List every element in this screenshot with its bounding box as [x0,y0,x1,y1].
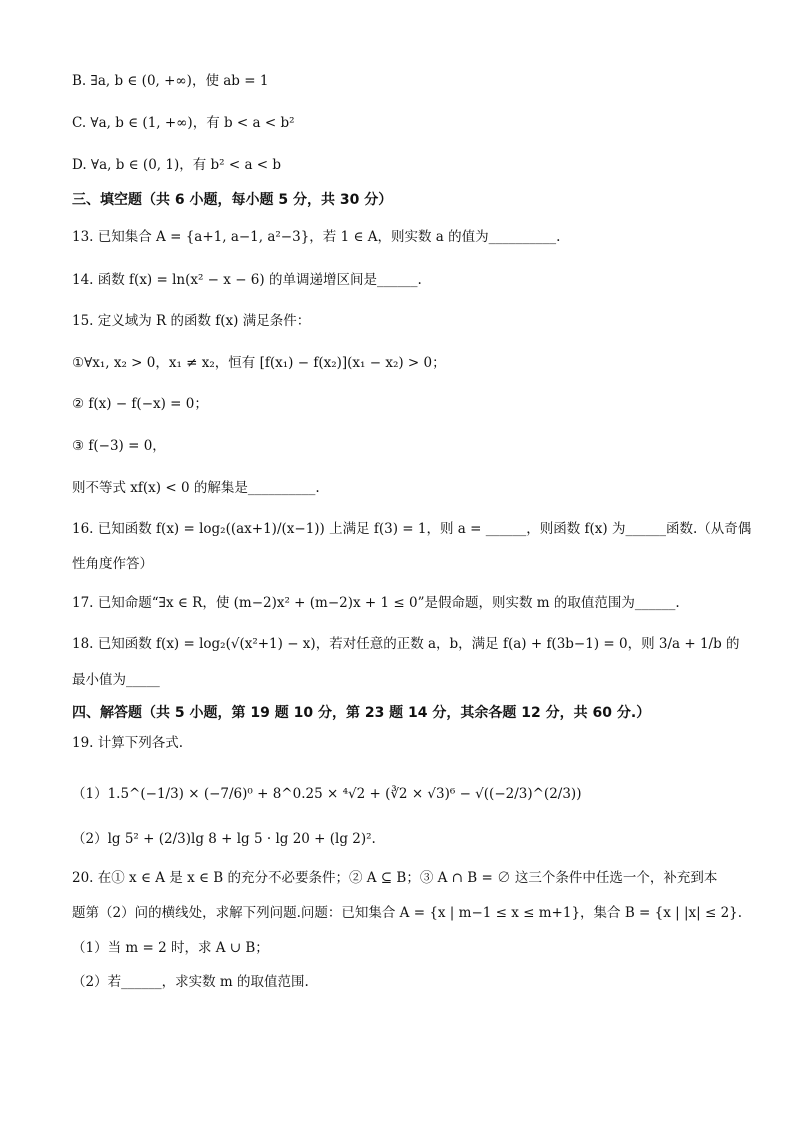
question-18: 18. 已知函数 f(x) = log₂(√(x²+1) − x)，若对任意的正数 a，b，满足 f(a) + f(3b−1) = 0，则 3/a + 1/b 的 [72,636,740,652]
question-17: 17. 已知命题“∃x ∈ R，使 (m−2)x² + (m−2)x + 1 ≤ 0”是假命题，则实数 m 的取值范围为______. [72,595,680,611]
question-18-cont: 最小值为_____ [72,672,160,688]
section-heading-fill-in: 三、填空题（共 6 小题，每小题 5 分，共 30 分） [72,192,393,208]
section-heading-solutions: 四、解答题（共 5 小题，第 19 题 10 分，第 23 题 14 分，其余各题 12 分，共 60 分.） [72,705,651,721]
question-19: 19. 计算下列各式. [72,735,184,751]
question-15-condition-2: ② f(x) − f(−x) = 0； [72,396,208,412]
question-19-part-2: （2）lg 5² + (2/3)lg 8 + lg 5 · lg 20 + (lg 2)². [72,831,376,847]
question-20-part-1: （1）当 m = 2 时，求 A ∪ B； [72,940,269,956]
option-b: B. ∃a, b ∈ (0, +∞)，使 ab = 1 [72,73,269,89]
option-d: D. ∀a, b ∈ (0, 1)，有 b² < a < b [72,157,282,173]
question-16-cont: 性角度作答） [72,556,153,572]
question-14: 14. 函数 f(x) = ln(x² − x − 6) 的单调递增区间是______. [72,272,422,288]
question-15-condition-3: ③ f(−3) = 0， [72,438,166,454]
option-c: C. ∀a, b ∈ (1, +∞)，有 b < a < b² [72,115,295,131]
question-13: 13. 已知集合 A = {a+1, a−1, a²−3}，若 1 ∈ A，则实数 a 的值为__________. [72,229,561,245]
question-15-condition-1: ①∀x₁, x₂ > 0，x₁ ≠ x₂，恒有 [f(x₁) − f(x₂)](x₁ − x₂) > 0； [72,355,446,371]
question-20: 20. 在① x ∈ A 是 x ∈ B 的充分不必要条件；② A ⊆ B；③ A ∩ B = ∅ 这三个条件中任选一个，补充到本 [72,870,718,886]
question-16: 16. 已知函数 f(x) = log₂((ax+1)/(x−1)) 上满足 f(3) = 1，则 a = ______，则函数 f(x) 为______函数.（从奇偶 [72,521,752,537]
question-15: 15. 定义域为 R 的函数 f(x) 满足条件： [72,313,311,329]
question-20-cont: 题第（2）问的横线处，求解下列问题.问题：已知集合 A = {x | m−1 ≤ x ≤ m+1}，集合 B = {x | |x| ≤ 2}. [72,905,743,921]
question-15-ask: 则不等式 xf(x) < 0 的解集是__________. [72,480,320,496]
question-20-part-2: （2）若______，求实数 m 的取值范围. [72,974,309,990]
question-19-part-1: （1）1.5^(−1/3) × (−7/6)⁰ + 8^0.25 × ⁴√2 + (∛2 × √3)⁶ − √((−2/3)^(2/3)) [72,786,582,802]
